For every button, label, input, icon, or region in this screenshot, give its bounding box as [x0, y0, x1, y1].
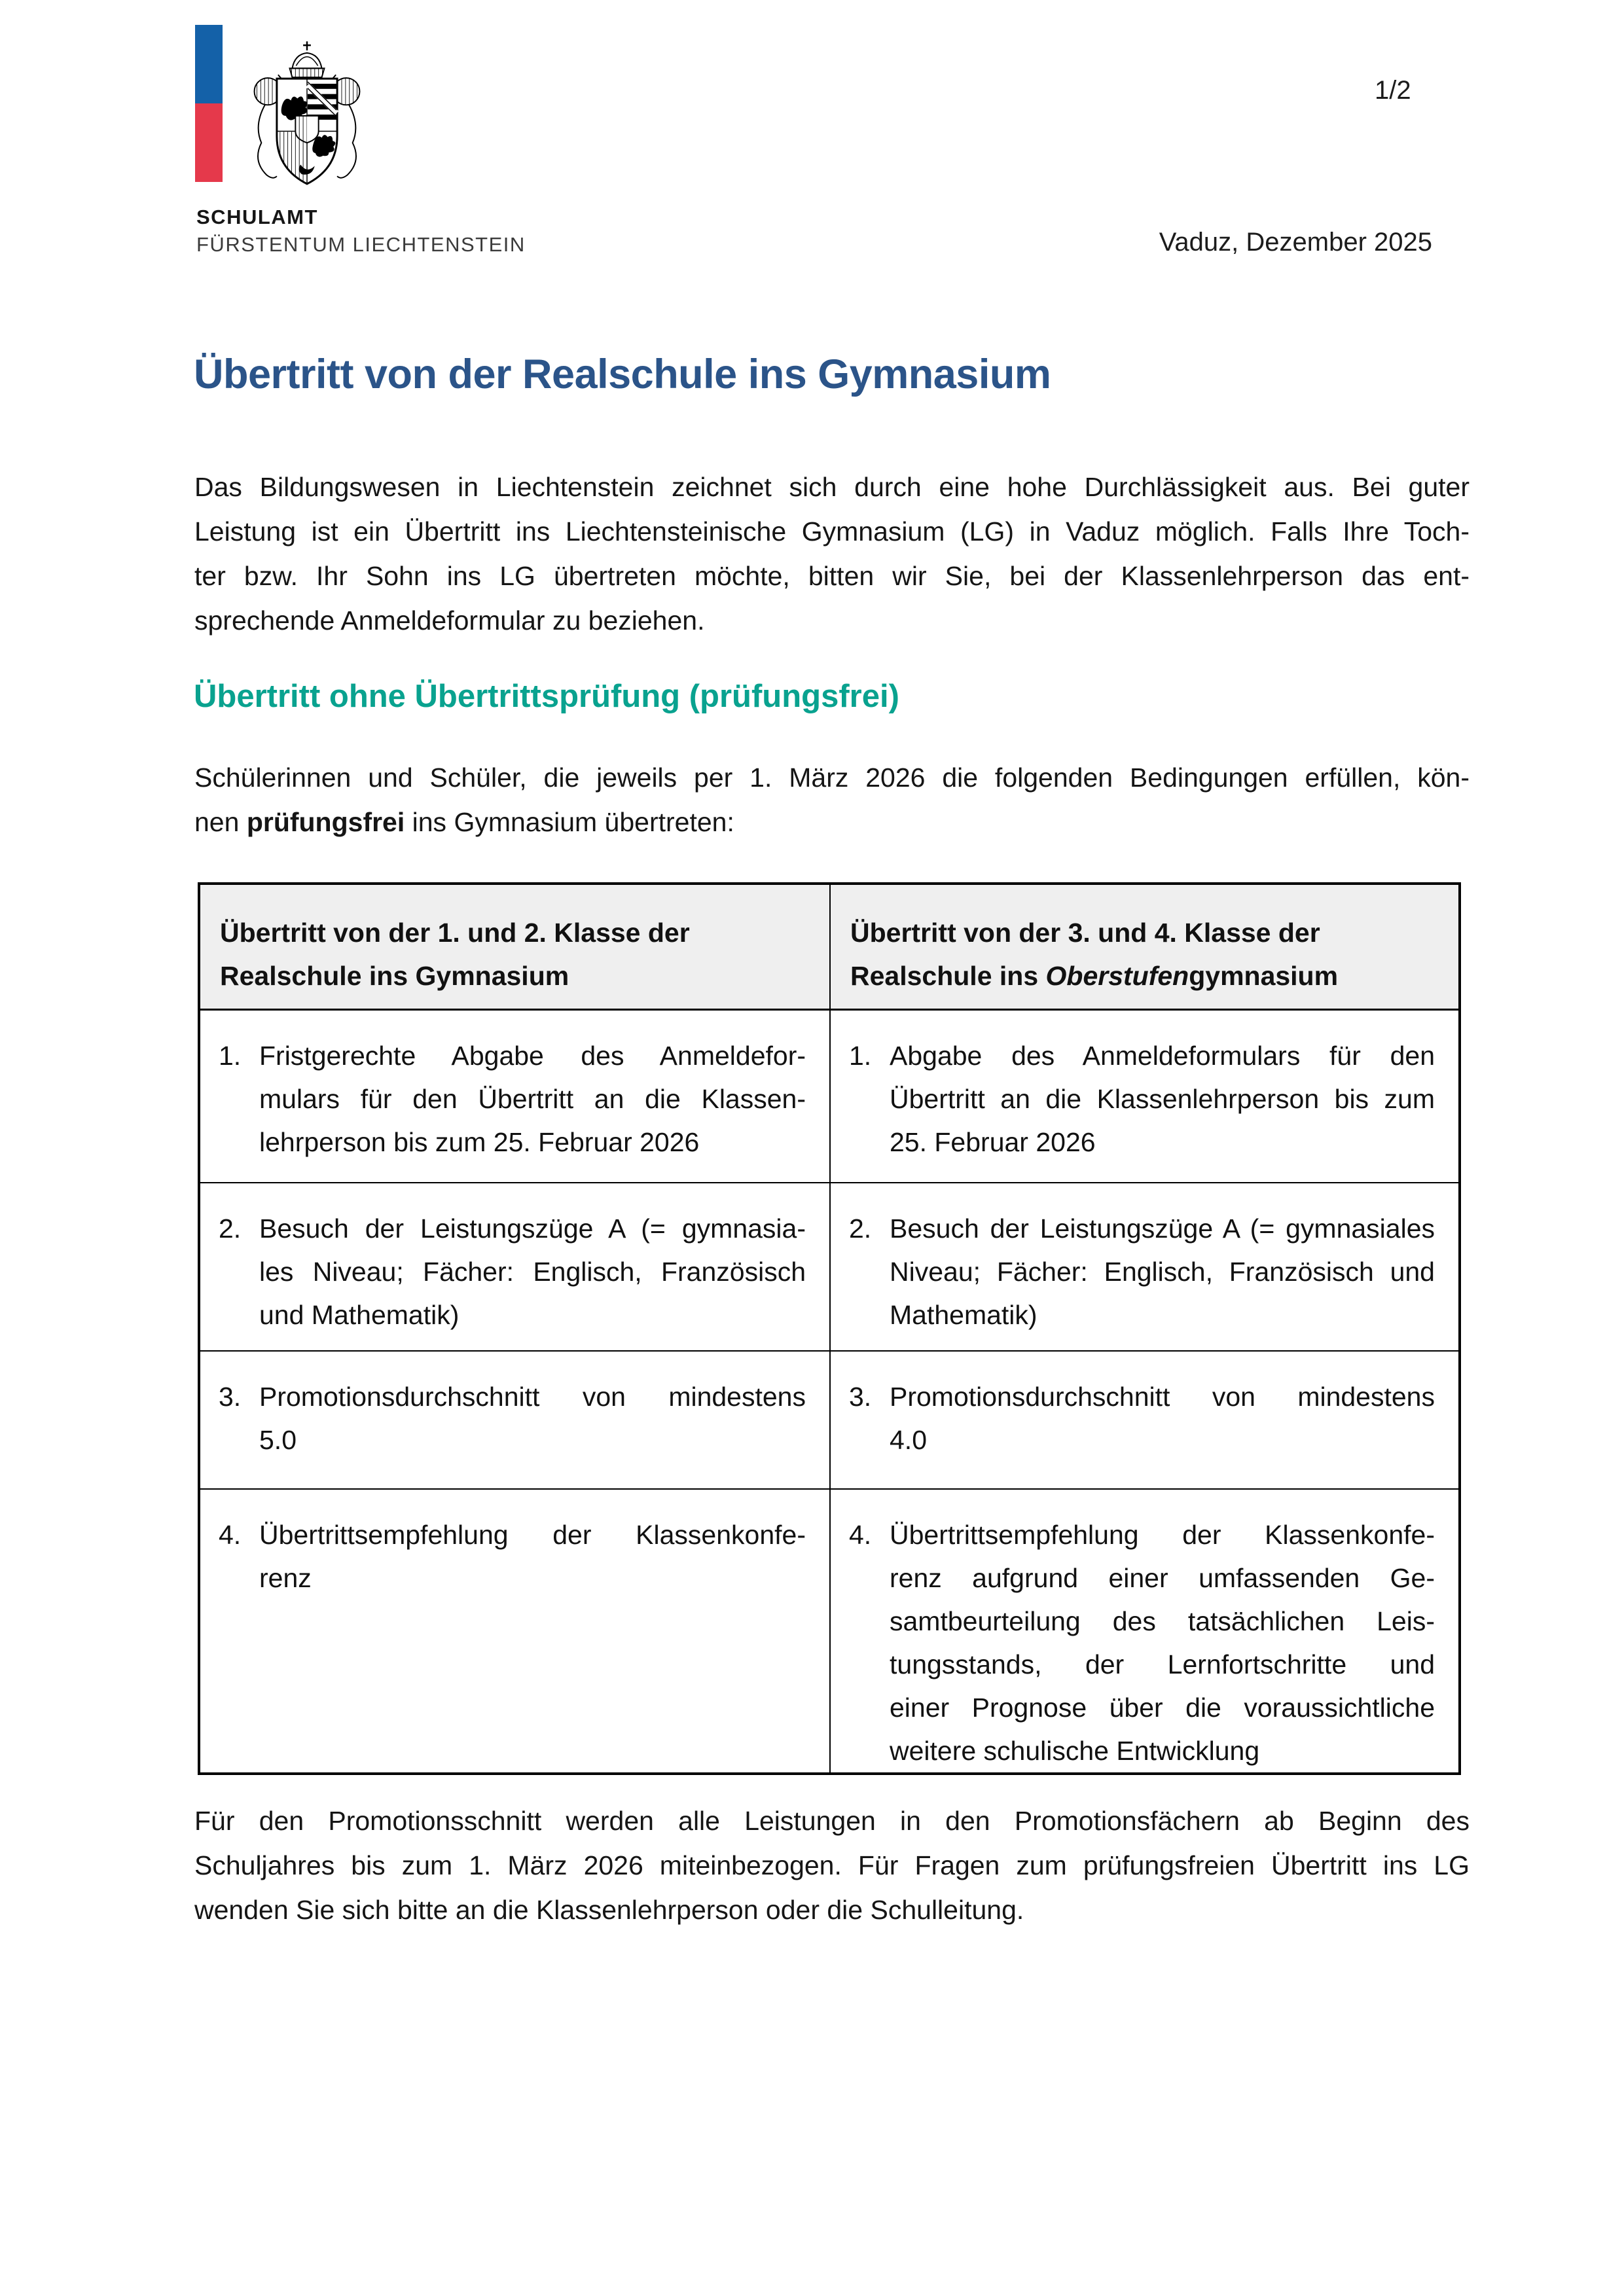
date-line: Vaduz, Dezember 2025	[1159, 228, 1432, 257]
lead-line: Schülerinnen und Schüler, die jeweils per 1. März 2026 die folgenden Bedingungen erfüllen, kön-	[194, 762, 1470, 793]
text-line: weitere schulische Entwicklung	[890, 1736, 1260, 1766]
row-number: 3.	[219, 1382, 242, 1412]
lead-line	[194, 800, 1470, 844]
table-row-4-left	[200, 1490, 829, 1772]
text-line: renz aufgrund einer umfassenden Ge-	[890, 1563, 1435, 1593]
row-number: 2.	[219, 1213, 242, 1244]
text-line: renz	[259, 1563, 312, 1593]
text-line: Niveau; Fächer: Englisch, Französisch und	[890, 1257, 1435, 1287]
cell-text	[890, 1513, 1435, 1772]
text-line: und Mathematik)	[259, 1300, 460, 1330]
document-title: Übertritt von der Realschule ins Gymnasium	[194, 351, 1051, 397]
row-number: 1.	[219, 1041, 242, 1071]
text-line: Promotionsdurchschnitt von mindestens	[259, 1382, 806, 1412]
conditions-table	[198, 882, 1461, 1775]
table-row-3-right	[829, 1352, 1458, 1490]
text-line: Besuch der Leistungszüge A (= gymnasiales	[890, 1213, 1435, 1244]
text-line: ter bzw. Ihr Sohn ins LG übertreten möchte, bitten wir Sie, bei der Klassenlehrperson das ent-	[194, 561, 1470, 591]
text-line: Mathematik)	[890, 1300, 1038, 1330]
section-heading: Übertritt ohne Übertrittsprüfung (prüfungsfrei)	[194, 679, 899, 714]
cell-text	[259, 1513, 806, 1600]
text-line: Abgabe des Anmeldeformulars für den	[890, 1041, 1435, 1071]
text-line: wenden Sie sich bitte an die Klassenlehrperson oder die Schulleitung.	[194, 1895, 1024, 1925]
table-row-2-right	[829, 1183, 1458, 1352]
coat-of-arms-icon	[240, 38, 374, 194]
text-line: Übertrittsempfehlung der Klassenkonfe-	[890, 1520, 1435, 1550]
text-line: mulars für den Übertritt an die Klassen-	[259, 1084, 806, 1114]
lead-line2-suffix: ins Gymnasium übertreten:	[405, 807, 734, 837]
org-subtitle: FÜRSTENTUM LIECHTENSTEIN	[196, 233, 526, 256]
closing-paragraph	[194, 1799, 1470, 1932]
text-line: lehrperson bis zum 25. Februar 2026	[259, 1127, 700, 1157]
text-line: samtbeurteilung des tatsächlichen Leis-	[890, 1606, 1435, 1636]
text-line: 25. Februar 2026	[890, 1127, 1096, 1157]
table-row-3-left	[200, 1352, 829, 1490]
intro-paragraph	[194, 465, 1470, 643]
text-line: 4.0	[890, 1425, 927, 1455]
org-name: SCHULAMT	[196, 206, 318, 228]
row-number: 2.	[849, 1213, 872, 1244]
text-line: Übertrittsempfehlung der Klassenkonfe-	[259, 1520, 806, 1550]
text-line: 5.0	[259, 1425, 297, 1455]
text-line: tungsstands, der Lernfortschritte und	[890, 1649, 1435, 1679]
table-row-4-right	[829, 1490, 1458, 1772]
text-line: sprechende Anmeldeformular zu beziehen.	[194, 605, 705, 636]
text-line: les Niveau; Fächer: Englisch, Französisch	[259, 1257, 806, 1287]
header-line2-italic: Oberstufen	[1045, 961, 1189, 991]
lead-line2-bold: prüfungsfrei	[246, 807, 405, 837]
cell-text	[890, 1207, 1435, 1336]
text-line: Übertritt an die Klassenlehrperson bis zum	[890, 1084, 1435, 1114]
lead-line2-prefix: nen	[194, 807, 247, 837]
flag-bar	[195, 25, 223, 182]
cell-text	[259, 1375, 806, 1462]
table-row-2-left	[200, 1183, 829, 1352]
flag-bar-blue	[195, 25, 223, 103]
header-line: Realschule ins Gymnasium	[220, 961, 569, 991]
page-number: 1/2	[1375, 76, 1411, 105]
row-number: 3.	[849, 1382, 872, 1412]
header-line2-prefix: Realschule ins	[850, 961, 1046, 991]
text-line: Das Bildungswesen in Liechtenstein zeichnet sich durch eine hohe Durchlässigkeit aus. Bei guter	[194, 472, 1470, 502]
table-header-right	[829, 885, 1458, 1011]
text-line: einer Prognose über die voraussichtliche	[890, 1693, 1435, 1723]
text-line: Fristgerechte Abgabe des Anmeldefor-	[259, 1041, 806, 1071]
cell-text	[259, 1034, 806, 1164]
cell-text	[890, 1034, 1435, 1164]
row-number: 4.	[219, 1520, 242, 1550]
flag-bar-red	[195, 103, 223, 182]
row-number: 1.	[849, 1041, 872, 1071]
header-line	[850, 954, 1439, 997]
header-line: Übertritt von der 3. und 4. Klasse der	[850, 918, 1320, 948]
lead-paragraph	[194, 755, 1470, 844]
table-row-1-right	[829, 1011, 1458, 1183]
table-row-1-left	[200, 1011, 829, 1183]
header-line2-suffix: gymnasium	[1189, 961, 1339, 991]
text-line: Für den Promotionsschnitt werden alle Leistungen in den Promotionsfächern ab Beginn des	[194, 1806, 1470, 1836]
cell-text	[890, 1375, 1435, 1462]
cell-text	[259, 1207, 806, 1336]
row-number: 4.	[849, 1520, 872, 1550]
text-line: Leistung ist ein Übertritt ins Liechtensteinische Gymnasium (LG) in Vaduz möglich. Falls Ihre Toch-	[194, 516, 1470, 547]
text-line: Schuljahres bis zum 1. März 2026 miteinbezogen. Für Fragen zum prüfungsfreien Übertritt ins LG	[194, 1850, 1470, 1880]
table-header-left	[200, 885, 829, 1011]
text-line: Promotionsdurchschnitt von mindestens	[890, 1382, 1435, 1412]
text-line: Besuch der Leistungszüge A (= gymnasia-	[259, 1213, 806, 1244]
header-line: Übertritt von der 1. und 2. Klasse der	[220, 918, 690, 948]
